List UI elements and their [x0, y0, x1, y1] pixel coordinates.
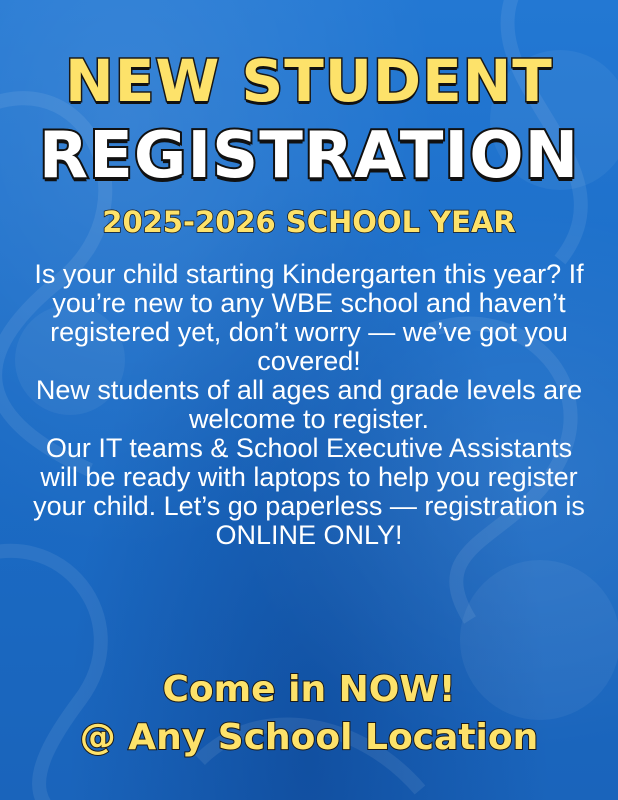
title-new-student: NEW STUDENT — [65, 47, 553, 115]
school-year-subtitle: 2025-2026 SCHOOL YEAR — [102, 205, 516, 239]
cta-come-in-now: Come in NOW! — [162, 669, 456, 710]
cta-any-school-location: @ Any School Location — [79, 717, 539, 758]
body-text — [30, 260, 588, 550]
title-registration: REGISTRATION — [38, 119, 580, 193]
paragraph-kindergarten: Is your child starting Kindergarten this year? If you’re new to any WBE school and haven’t registered yet, don’t worry — we’ve got you covered! — [34, 259, 584, 376]
paragraph-all-ages: New students of all ages and grade levels are welcome to register. — [35, 375, 583, 434]
paragraph-online-only: Our IT teams & School Executive Assistants will be ready with laptops to help you register your child. Let’s go paperless — registration is ONLINE ONLY! — [33, 433, 585, 550]
